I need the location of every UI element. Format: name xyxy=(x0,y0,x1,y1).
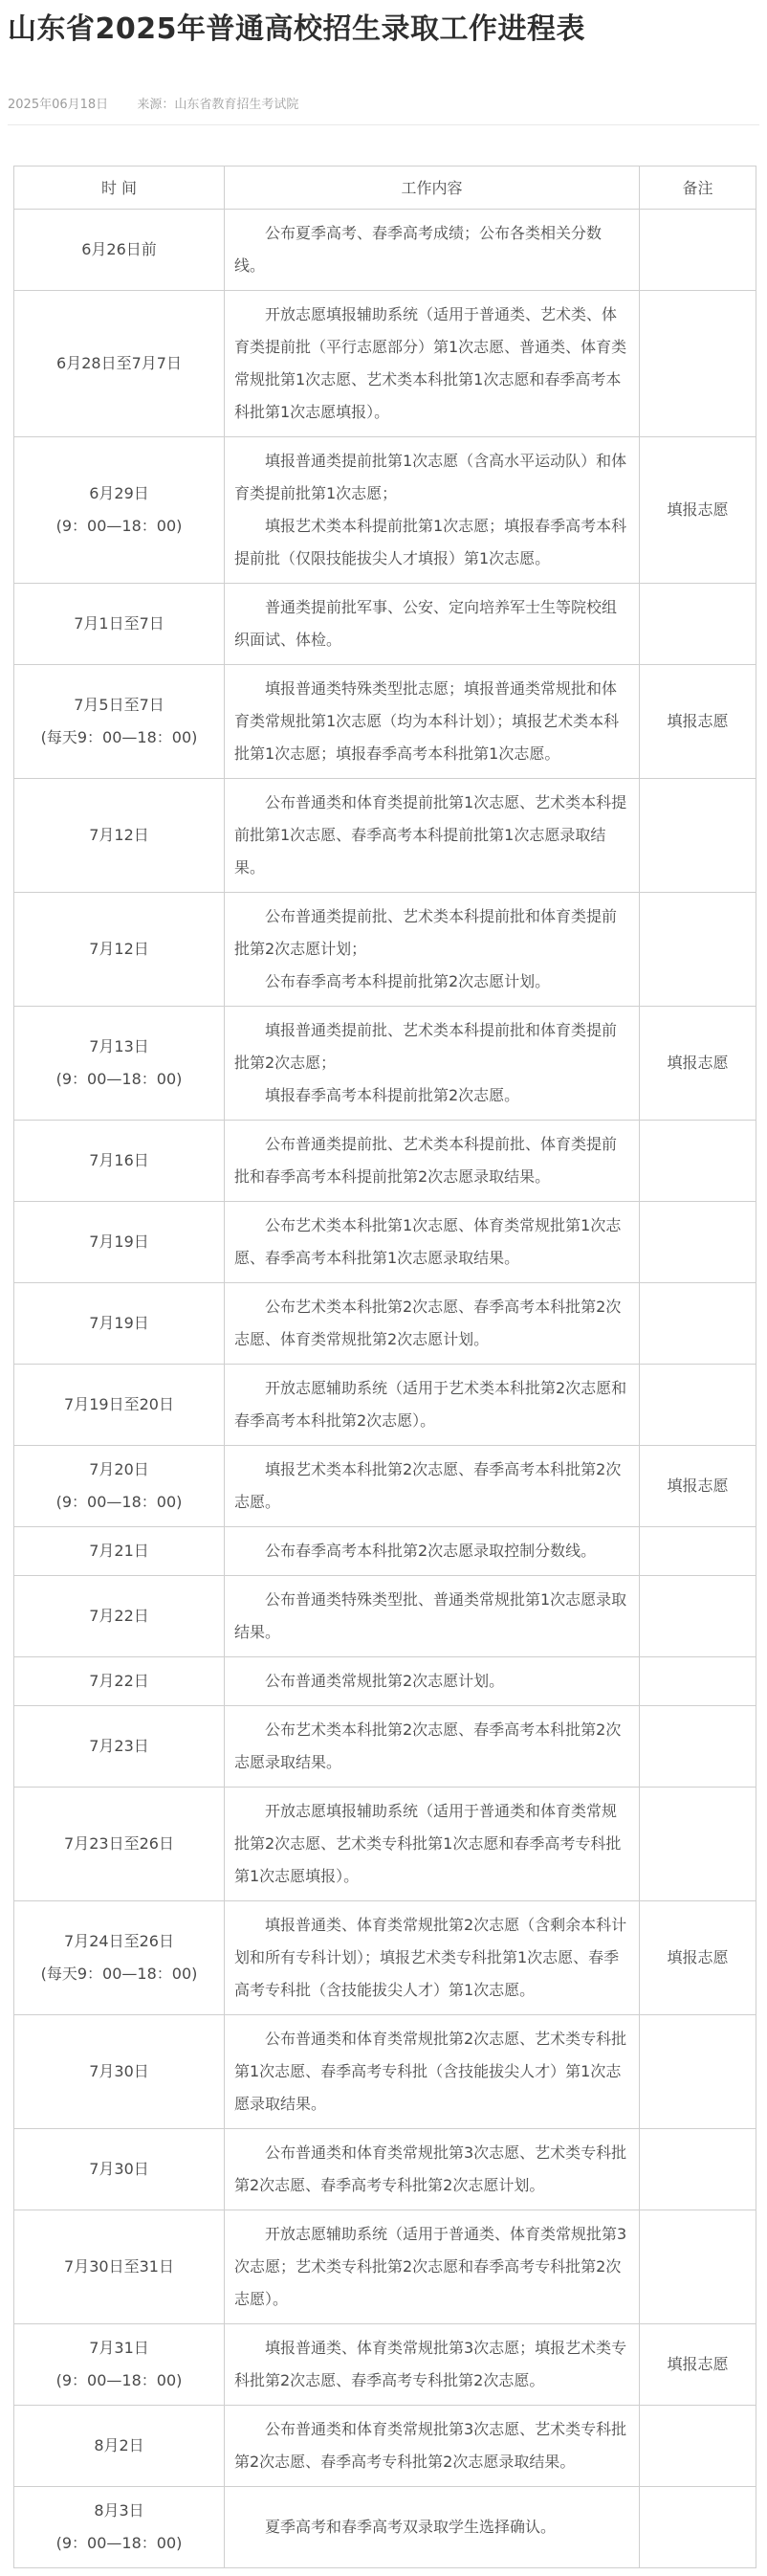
remark-cell xyxy=(640,2014,756,2128)
time-cell: 7月20日 (9：00—18：00) xyxy=(14,1445,225,1526)
table-row xyxy=(14,436,756,583)
time-cell: 7月30日 xyxy=(14,2014,225,2128)
table-row xyxy=(14,1445,756,1526)
content-cell: 公布普通类提前批、艺术类本科提前批、体育类提前批和春季高考本科提前批第2次志愿录取结果。 xyxy=(225,1120,640,1201)
remark-cell xyxy=(640,1705,756,1787)
meta-source: 来源：山东省教育招生考试院 xyxy=(137,97,299,112)
table-row xyxy=(14,290,756,436)
content-cell: 填报普通类提前批第1次志愿（含高水平运动队）和体育类提前批第1次志愿； 填报艺术类本科提前批第1次志愿；填报春季高考本科提前批（仅限技能拔尖人才填报）第1次志愿。 xyxy=(225,436,640,583)
schedule-table xyxy=(13,166,756,2568)
table-row xyxy=(14,1526,756,1575)
content-cell: 公布艺术类本科批第2次志愿、春季高考本科批第2次志愿录取结果。 xyxy=(225,1705,640,1787)
table-wrap xyxy=(0,125,767,2576)
time-cell: 7月12日 xyxy=(14,778,225,892)
table-row xyxy=(14,1282,756,1364)
remark-cell xyxy=(640,1201,756,1282)
content-cell: 开放志愿填报辅助系统（适用于普通类、艺术类、体育类提前批（平行志愿部分）第1次志愿、普通类、体育类常规批第1次志愿、艺术类本科批第1次志愿和春季高考本科批第1次志愿填报）。 xyxy=(225,290,640,436)
time-cell: 7月19日 xyxy=(14,1282,225,1364)
page-title: 山东省2025年普通高校招生录取工作进程表 xyxy=(8,12,585,46)
header-remark: 备注 xyxy=(640,166,756,209)
time-cell: 7月22日 xyxy=(14,1656,225,1705)
remark-cell xyxy=(640,892,756,1006)
time-cell: 7月1日至7日 xyxy=(14,583,225,664)
remark-cell xyxy=(640,209,756,290)
remark-cell xyxy=(640,290,756,436)
content-cell: 开放志愿辅助系统（适用于艺术类本科批第2次志愿和春季高考本科批第2次志愿）。 xyxy=(225,1364,640,1445)
remark-cell xyxy=(640,1656,756,1705)
table-row xyxy=(14,892,756,1006)
table-row xyxy=(14,1900,756,2014)
table-row xyxy=(14,1364,756,1445)
time-cell: 7月16日 xyxy=(14,1120,225,1201)
content-cell: 普通类提前批军事、公安、定向培养军士生等院校组织面试、体检。 xyxy=(225,583,640,664)
time-cell: 7月5日至7日 (每天9：00—18：00) xyxy=(14,664,225,778)
content-cell: 公布普通类常规批第2次志愿计划。 xyxy=(225,1656,640,1705)
remark-cell xyxy=(640,778,756,892)
time-cell: 7月19日至20日 xyxy=(14,1364,225,1445)
remark-cell xyxy=(640,1787,756,1900)
remark-cell xyxy=(640,1120,756,1201)
remark-cell xyxy=(640,1575,756,1656)
remark-cell: 填报志愿 xyxy=(640,1006,756,1120)
meta-line xyxy=(8,94,759,112)
table-row xyxy=(14,778,756,892)
remark-cell xyxy=(640,583,756,664)
time-cell: 6月28日至7月7日 xyxy=(14,290,225,436)
remark-cell xyxy=(640,1526,756,1575)
time-cell: 7月30日 xyxy=(14,2128,225,2210)
content-cell: 公布春季高考本科批第2次志愿录取控制分数线。 xyxy=(225,1526,640,1575)
time-cell: 7月31日 (9：00—18：00) xyxy=(14,2323,225,2405)
content-cell: 公布普通类和体育类提前批第1次志愿、艺术类本科提前批第1次志愿、春季高考本科提前批第1次志愿录取结果。 xyxy=(225,778,640,892)
time-cell: 7月12日 xyxy=(14,892,225,1006)
content-cell: 公布普通类和体育类常规批第3次志愿、艺术类专科批第2次志愿、春季高考专科批第2次志愿计划。 xyxy=(225,2128,640,2210)
table-row xyxy=(14,2405,756,2486)
content-cell: 填报普通类、体育类常规批第2次志愿（含剩余本科计划和所有专科计划）；填报艺术类专科批第1次志愿、春季高考专科批（含技能拔尖人才）第1次志愿。 xyxy=(225,1900,640,2014)
content-cell: 公布普通类和体育类常规批第3次志愿、艺术类专科批第2次志愿、春季高考专科批第2次志愿录取结果。 xyxy=(225,2405,640,2486)
remark-cell xyxy=(640,2486,756,2567)
table-row xyxy=(14,664,756,778)
time-cell: 7月13日 (9：00—18：00) xyxy=(14,1006,225,1120)
table-row xyxy=(14,1656,756,1705)
remark-cell: 填报志愿 xyxy=(640,436,756,583)
table-row xyxy=(14,2486,756,2567)
remark-cell xyxy=(640,2405,756,2486)
remark-cell xyxy=(640,2128,756,2210)
remark-cell: 填报志愿 xyxy=(640,1900,756,2014)
table-row xyxy=(14,2128,756,2210)
remark-cell: 填报志愿 xyxy=(640,1445,756,1526)
content-cell: 填报艺术类本科批第2次志愿、春季高考本科批第2次志愿。 xyxy=(225,1445,640,1526)
time-cell: 6月29日 (9：00—18：00) xyxy=(14,436,225,583)
content-cell: 公布夏季高考、春季高考成绩；公布各类相关分数线。 xyxy=(225,209,640,290)
remark-cell xyxy=(640,1364,756,1445)
remark-cell xyxy=(640,2210,756,2323)
content-cell: 公布普通类特殊类型批、普通类常规批第1次志愿录取结果。 xyxy=(225,1575,640,1656)
meta-date: 2025年06月18日 xyxy=(8,97,109,112)
content-cell: 填报普通类、体育类常规批第3次志愿；填报艺术类专科批第2次志愿、春季高考专科批第2次志愿。 xyxy=(225,2323,640,2405)
time-cell: 7月30日至31日 xyxy=(14,2210,225,2323)
content-cell: 公布艺术类本科批第1次志愿、体育类常规批第1次志愿、春季高考本科批第1次志愿录取结果。 xyxy=(225,1201,640,1282)
content-cell: 开放志愿填报辅助系统（适用于普通类和体育类常规批第2次志愿、艺术类专科批第1次志愿和春季高考专科批第1次志愿填报）。 xyxy=(225,1787,640,1900)
table-row xyxy=(14,209,756,290)
remark-cell: 填报志愿 xyxy=(640,664,756,778)
table-row xyxy=(14,583,756,664)
table-header-row xyxy=(14,166,756,209)
time-cell: 6月26日前 xyxy=(14,209,225,290)
table-row xyxy=(14,1006,756,1120)
time-cell: 7月22日 xyxy=(14,1575,225,1656)
page-header xyxy=(0,0,767,112)
content-cell: 填报普通类特殊类型批志愿；填报普通类常规批和体育类常规批第1次志愿（均为本科计划）；填报艺术类本科批第1次志愿；填报春季高考本科批第1次志愿。 xyxy=(225,664,640,778)
content-cell: 公布普通类提前批、艺术类本科提前批和体育类提前批第2次志愿计划； 公布春季高考本科提前批第2次志愿计划。 xyxy=(225,892,640,1006)
header-time: 时 间 xyxy=(14,166,225,209)
table-row xyxy=(14,1787,756,1900)
time-cell: 7月23日 xyxy=(14,1705,225,1787)
time-cell: 8月3日 (9：00—18：00) xyxy=(14,2486,225,2567)
header-content: 工作内容 xyxy=(225,166,640,209)
content-cell: 夏季高考和春季高考双录取学生选择确认。 xyxy=(225,2486,640,2567)
table-row xyxy=(14,1705,756,1787)
table-row xyxy=(14,1120,756,1201)
table-row xyxy=(14,1201,756,1282)
time-cell: 7月24日至26日 (每天9：00—18：00) xyxy=(14,1900,225,2014)
table-row xyxy=(14,2210,756,2323)
remark-cell xyxy=(640,1282,756,1364)
time-cell: 7月23日至26日 xyxy=(14,1787,225,1900)
content-cell: 公布普通类和体育类常规批第2次志愿、艺术类专科批第1次志愿、春季高考专科批（含技能拔尖人才）第1次志愿录取结果。 xyxy=(225,2014,640,2128)
time-cell: 8月2日 xyxy=(14,2405,225,2486)
content-cell: 填报普通类提前批、艺术类本科提前批和体育类提前批第2次志愿； 填报春季高考本科提前批第2次志愿。 xyxy=(225,1006,640,1120)
table-row xyxy=(14,1575,756,1656)
content-cell: 公布艺术类本科批第2次志愿、春季高考本科批第2次志愿、体育类常规批第2次志愿计划。 xyxy=(225,1282,640,1364)
time-cell: 7月19日 xyxy=(14,1201,225,1282)
remark-cell: 填报志愿 xyxy=(640,2323,756,2405)
table-row xyxy=(14,2323,756,2405)
time-cell: 7月21日 xyxy=(14,1526,225,1575)
content-cell: 开放志愿辅助系统（适用于普通类、体育类常规批第3次志愿；艺术类专科批第2次志愿和春季高考专科批第2次志愿）。 xyxy=(225,2210,640,2323)
table-row xyxy=(14,2014,756,2128)
